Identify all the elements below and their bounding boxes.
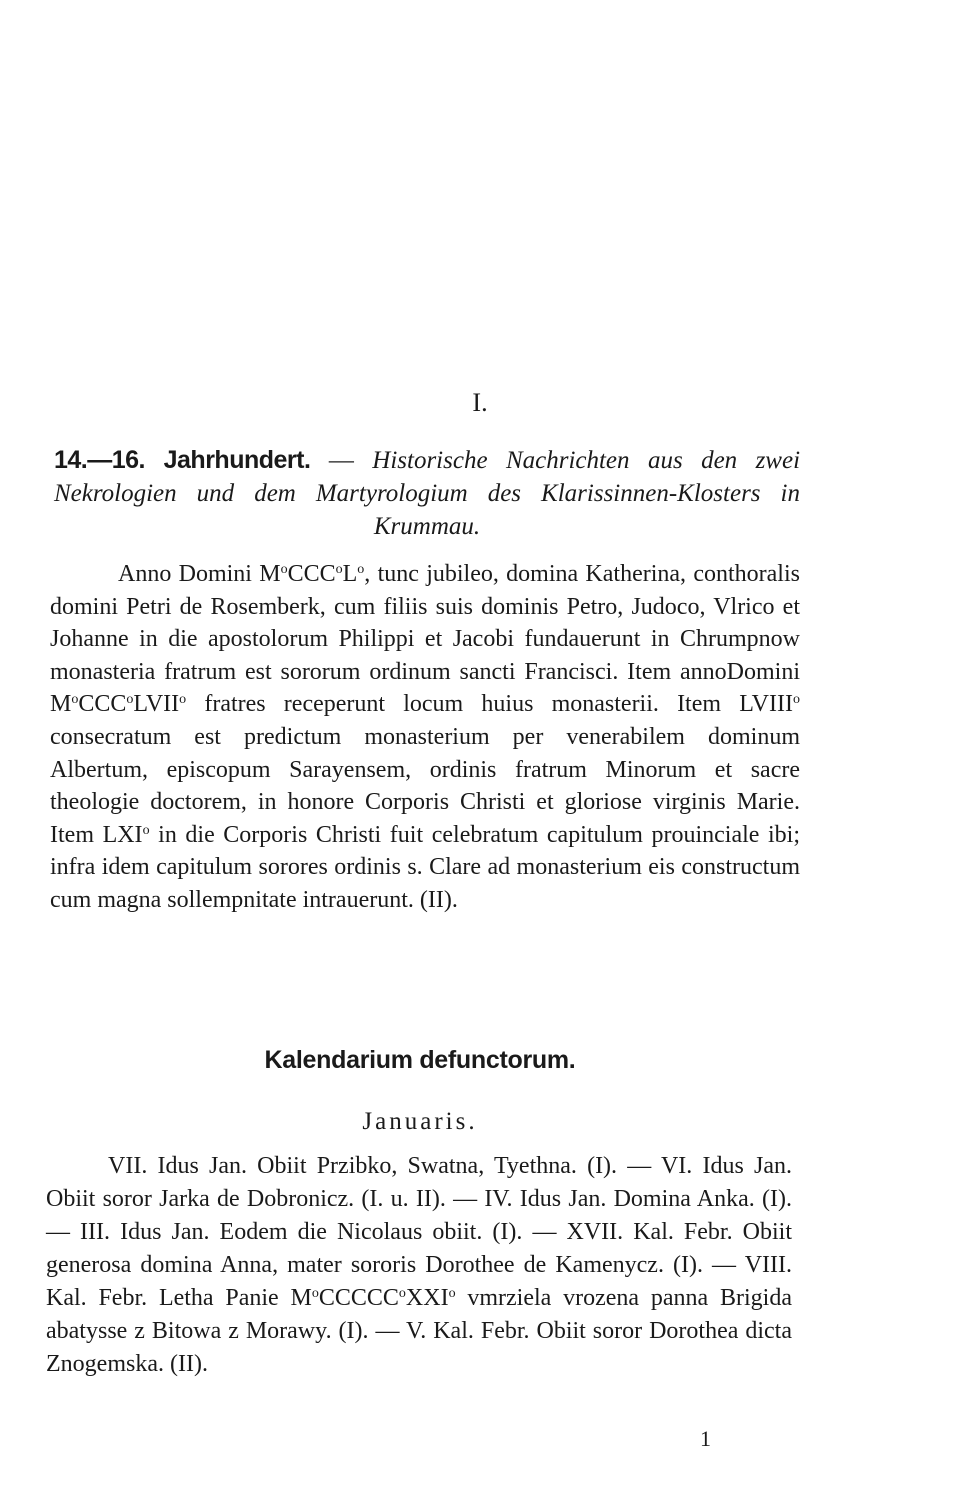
heading-dash: — [328, 447, 354, 474]
text-run: in die Corporis Christi fuit celebratum capitulum prouinciale ibi; infra idem capitulum sorores ordinis s. Clare ad monasterium eis constructum cum magna sollempnitate intrauerunt. (II). [50, 821, 801, 913]
superscript: o [71, 692, 79, 708]
text-run: CCCCC [318, 1285, 399, 1311]
heading-title: Historische Nachrichten aus den zwei Nekrologien und dem Martyrologium des Klarissinnen-Klosters in Krummau. [54, 447, 801, 540]
text-run: , tunc jubileo, domina Katherina, conthoralis domini Petri de Rosemberk, cum filiis suis dominis Petro, Judoco, Vlrico et Johanne in die apostolorum Philippi et Jacobi fundauerunt in Chrumpnow monasteria fratrum est sororum ordinum sancti Francisci. Item annoDomini M [50, 561, 800, 718]
text-run: fratres receperunt locum huius monasterii. Item LVIII [186, 691, 793, 718]
chapter-heading [54, 444, 800, 543]
superscript: o [357, 562, 365, 577]
superscript: o [142, 822, 150, 838]
text-run: XXI [405, 1285, 449, 1311]
superscript: o [793, 692, 800, 708]
text-run: CCC [287, 561, 336, 587]
section-title: Kalendarium defunctorum. [264, 1046, 576, 1074]
superscript: o [126, 692, 134, 708]
text-run: vmrziela vrozena panna Brigida abatysse z Bitowa z Morawy. (I). — V. Kal. Febr. Obiit soror Dorothea dicta Znogemska. (II). [46, 1285, 792, 1377]
superscript: o [311, 1286, 319, 1301]
calendar-entries [46, 1150, 792, 1381]
superscript: o [280, 562, 288, 577]
text-run: consecratum est predictum monasterium per venerabilem dominum Albertum, episcopum Sarayensem, ordinis fratrum Minorum et sacre theologie doctorem, in honore Corporis Christi et gloriose virginis Marie. Item LXI [50, 723, 800, 848]
text-run: CCC [78, 691, 127, 718]
text-run: LVII [133, 691, 180, 718]
text-run: VII. Idus Jan. Obiit Przibko, Swatna, Tyethna. (I). — VI. Idus Jan. Obiit soror Jarka de Dobronicz. (I. u. II). — IV. Idus Jan. Domina Anka. (I). — III. Idus Jan. Eodem die Nicolaus obiit. (I). — XVII. Kal. Febr. Obiit generosa domina Anna, mater sororis Dorothee de Kamenycz. (I). — VIII. Kal. Febr. Letha Panie M [46, 1153, 792, 1311]
text-run: Anno Domini M [118, 561, 281, 587]
month-heading: Januaris. [362, 1108, 478, 1135]
century-label: 14.—16. Jahrhundert. [54, 446, 311, 474]
chapter-number: I. [472, 388, 488, 417]
superscript: o [179, 692, 187, 708]
intro-paragraph [50, 558, 800, 917]
page-number: 1 [700, 1426, 711, 1451]
superscript: o [335, 562, 343, 577]
superscript: o [448, 1286, 456, 1301]
text-run: L [342, 561, 358, 587]
superscript: o [398, 1286, 406, 1301]
